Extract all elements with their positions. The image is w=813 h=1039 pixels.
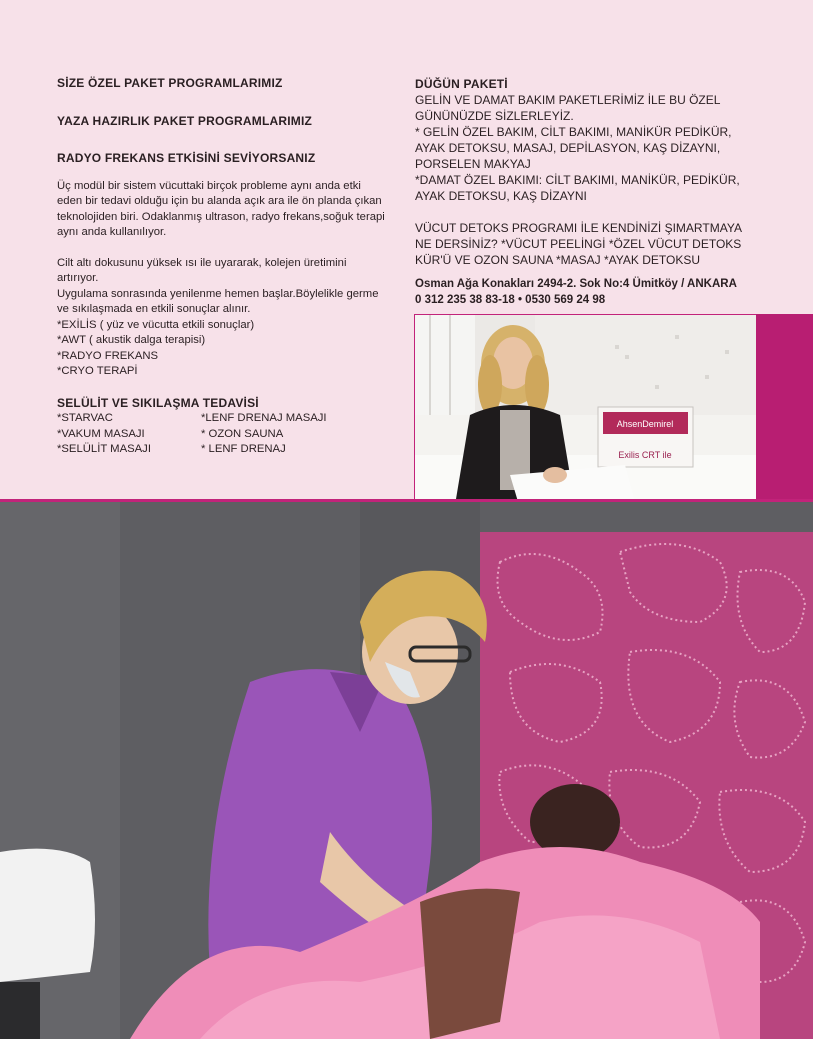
address: Osman Ağa Konakları 2494-2. Sok No:4 Ümitköy / ANKARA bbox=[415, 278, 737, 290]
paragraph-intro: Üç modül bir sistem vücuttaki birçok probleme aynı anda etki eden bir tedavi olduğu için bu alanda açık ara ile ön planda çıkan teknolojiden biri. Odaklanmış ultrason, radyo frekans,soğuk terapi aynı anda kullanılıyor. bbox=[57, 179, 385, 238]
wedding-line: GELİN VE DAMAT BAKIM PAKETLERİMİZ İLE BU ÖZEL bbox=[415, 93, 721, 107]
wedding-line: * GELİN ÖZEL BAKIM, CİLT BAKIMI, MANİKÜR PEDİKÜR, bbox=[415, 125, 732, 139]
detox-line: VÜCUT DETOKS PROGRAMI İLE KENDİNİZİ ŞIMARTMAYA bbox=[415, 221, 742, 235]
sign-caption-text: Exilis CRT ile bbox=[618, 450, 672, 460]
right-column bbox=[415, 76, 765, 308]
heading-special-packages: SİZE ÖZEL PAKET PROGRAMLARIMIZ bbox=[57, 76, 283, 90]
treatment-illustration bbox=[0, 502, 813, 1039]
treatment-item: *SELÜLİT MASAJI bbox=[57, 443, 151, 455]
detox-line: NE DERSİNİZ? *VÜCUT PEELİNGİ *ÖZEL VÜCUT DETOKS bbox=[415, 237, 742, 251]
paragraph-collagen: Cilt altı dokusunu yüksek ısı ile uyararak, kolejen üretimini artırıyor. bbox=[57, 256, 347, 284]
list-item: *RADYO FREKANS bbox=[57, 349, 159, 362]
treatment-item: *VAKUM MASAJI bbox=[57, 427, 145, 440]
detox-line: KÜR'Ü VE OZON SAUNA *MASAJ *AYAK DETOKSU bbox=[415, 253, 701, 267]
heading-summer-packages: YAZA HAZIRLIK PAKET PROGRAMLARIMIZ bbox=[57, 113, 313, 128]
paragraph-results: Uygulama sonrasında yenilenme hemen başlar.Böylelikle germe ve sıkılaşmada en etkili sonuçlar alınır. bbox=[57, 287, 379, 315]
heading-radio-frequency: RADYO FREKANS ETKİSİNİ SEVİYORSANIZ bbox=[57, 151, 316, 165]
wedding-line: PORSELEN MAKYAJ bbox=[415, 157, 531, 171]
treatment-photo bbox=[0, 502, 813, 1039]
treatment-item: * LENF DRENAJ bbox=[201, 443, 286, 455]
treatment-item: *STARVAC bbox=[57, 412, 113, 424]
sign-brand-text: AhsenDemirel bbox=[616, 419, 674, 429]
list-item: *EXİLİS ( yüz ve vücutta etkili sonuçlar) bbox=[57, 318, 255, 331]
left-column bbox=[57, 76, 387, 458]
wedding-line: AYAK DETOKSU, MASAJ, DEPİLASYON, KAŞ DİZAYNI, bbox=[415, 141, 721, 155]
phone-numbers: 0 312 235 38 83-18 • 0530 569 24 98 bbox=[415, 294, 606, 306]
list-item: *CRYO TERAPİ bbox=[57, 365, 138, 377]
cellulite-treatments bbox=[57, 411, 387, 458]
list-item: *AWT ( akustik dalga terapisi) bbox=[57, 334, 206, 346]
wedding-line: *DAMAT ÖZEL BAKIMI: CİLT BAKIMI, MANİKÜR, PEDİKÜR, bbox=[415, 173, 740, 187]
wedding-line: GÜNÜNÜZDE SİZLERLEYİZ. bbox=[415, 109, 574, 123]
treatment-item: * OZON SAUNA bbox=[201, 427, 284, 440]
wedding-line: AYAK DETOKSU, KAŞ DİZAYNI bbox=[415, 189, 587, 203]
heading-wedding-package: DÜĞÜN PAKETİ bbox=[415, 77, 508, 91]
treatment-item: *LENF DRENAJ MASAJI bbox=[201, 412, 327, 424]
heading-cellulite: SELÜLİT VE SIKILAŞMA TEDAVİSİ bbox=[57, 395, 259, 410]
